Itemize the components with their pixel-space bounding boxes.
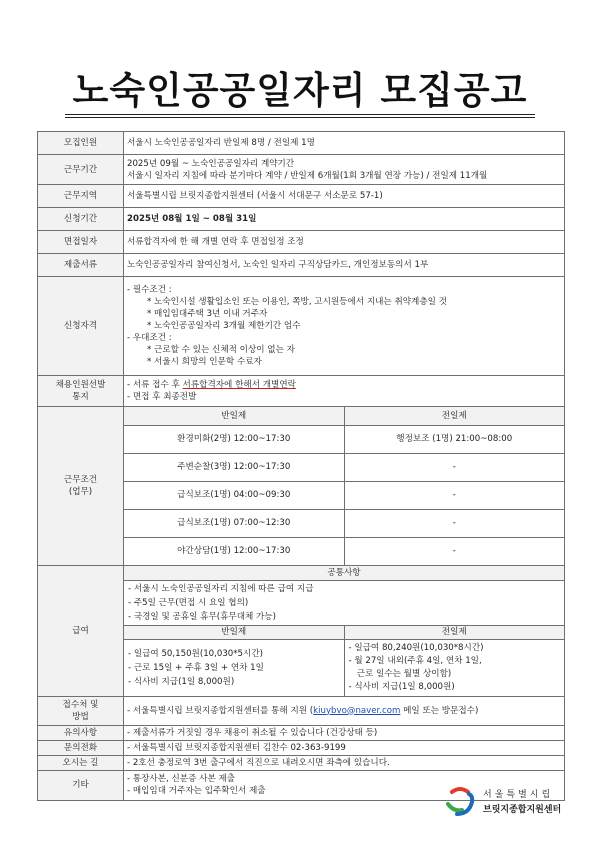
submit-email-link[interactable]: kiuybvo@naver.com	[313, 705, 401, 716]
value-interview: 서류합격자에 한 해 개별 연락 후 면접일정 조정	[124, 231, 565, 254]
label-pay: 급여	[38, 566, 124, 697]
row-notice	[38, 376, 565, 407]
label-contact: 문의전화	[38, 740, 124, 755]
row-interview	[38, 231, 565, 254]
conditions-header-full: 전일제	[344, 407, 564, 425]
period-line-2: 서울시 일자리 지침에 따라 분기마다 계약 / 반일제 6개월(1회 3개월 연장 가능) / 전일제 11개월	[127, 170, 488, 181]
required-item-3: * 노숙인공공일자리 3개월 제한기간 엄수	[147, 321, 301, 331]
pay-common-2: - 주5일 근무(면접 시 요일 협의)	[128, 597, 249, 608]
required-item-1: * 노숙인시설 생활입소인 또는 이용인, 쪽방, 고시원등에서 지내는 취약계층일 것	[147, 297, 447, 307]
pay-header-half: 반일제	[124, 625, 344, 639]
value-apply-period: 2025년 08월 1일 ~ 08월 31일	[124, 208, 565, 231]
label-qualification: 신청자격	[38, 277, 124, 376]
logo-line-1: 서울특별시립	[483, 790, 554, 800]
pay-common-header: 공통사항	[124, 566, 564, 580]
value-area: 서울특별시립 브릿지종합지원센터 (서울시 서대문구 서소문로 57-1)	[124, 185, 565, 208]
conditions-full-2: -	[344, 453, 564, 481]
row-conditions	[38, 407, 565, 566]
conditions-row	[124, 481, 564, 509]
notice-underlined-text: 서류합격자에 한해서 개별연락	[182, 380, 296, 390]
pay-header-full: 전일제	[344, 625, 564, 639]
notice-line-1	[127, 379, 561, 391]
period-line-1: 2025년 09월 ~ 노숙인공공일자리 계약기간	[127, 158, 295, 169]
pay-full-3: 근로 일수는 월별 상이함)	[348, 668, 452, 679]
recruitment-table	[37, 131, 565, 801]
pay-half-2: - 근로 15일 + 주휴 3일 + 연차 1일	[128, 662, 264, 673]
label-period: 근무기간	[38, 155, 124, 185]
pay-common-3: - 국경일 및 공휴일 휴무(휴무대체 가능)	[128, 611, 276, 622]
conditions-row	[124, 425, 564, 453]
preferred-title: - 우대조건 :	[127, 333, 172, 343]
pay-common-cell	[124, 580, 564, 625]
row-caution	[38, 725, 565, 740]
conditions-half-5: 야간상담(1명) 12:00~17:30	[124, 537, 344, 565]
pay-full-1: - 일급여 80,240원(10,030*8시간)	[348, 642, 484, 653]
conditions-half-4: 급식보조(1명) 07:00~12:30	[124, 509, 344, 537]
label-notice	[38, 376, 124, 407]
required-item-2: * 매입임대주택 3년 이내 거주자	[147, 309, 268, 319]
conditions-row	[124, 453, 564, 481]
notice-line-1-text: - 서류 접수 후	[127, 380, 183, 390]
label-apply-period: 신청기간	[38, 208, 124, 231]
value-qualification	[124, 277, 565, 376]
preferred-item-1: * 근로할 수 있는 신체적 이상이 없는 자	[147, 345, 295, 355]
conditions-half-1: 환경미화(2명) 12:00~17:30	[124, 425, 344, 453]
label-conditions-line-1: 근무조건	[63, 475, 98, 485]
pay-table	[124, 566, 564, 696]
row-docs	[38, 254, 565, 277]
pay-common-header-row	[124, 566, 564, 580]
seoul-emblem-icon	[443, 784, 477, 818]
required-title: - 필수조건 :	[127, 285, 172, 295]
row-apply-period	[38, 208, 565, 231]
conditions-cell	[124, 407, 565, 566]
conditions-half-3: 급식보조(1명) 04:00~09:30	[124, 481, 344, 509]
pay-half-cell	[124, 639, 344, 696]
label-conditions	[38, 407, 124, 566]
conditions-row	[124, 509, 564, 537]
pay-full-cell	[344, 639, 564, 696]
value-period	[124, 155, 565, 185]
conditions-full-5: -	[344, 537, 564, 565]
value-submit	[124, 696, 565, 725]
pay-half-1: - 일급여 50,150원(10,030*5시간)	[128, 648, 263, 659]
label-recruit: 모집인원	[38, 132, 124, 155]
conditions-row	[124, 537, 564, 565]
label-submit-line-2: 방법	[72, 711, 89, 722]
value-recruit: 서울시 노숙인공공일자리 반일제 8명 / 전일제 1명	[124, 132, 565, 155]
row-area	[38, 185, 565, 208]
row-qualification	[38, 277, 565, 376]
row-pay	[38, 566, 565, 697]
pay-detail-row	[124, 639, 564, 696]
title-underline	[65, 114, 535, 115]
label-notice-line-1: 채용인원선발	[55, 380, 106, 390]
conditions-full-1: 행정보조 (1명) 21:00~08:00	[344, 425, 564, 453]
pay-half-3: - 식사비 지급(1일 8,000원)	[128, 676, 235, 687]
conditions-full-3: -	[344, 481, 564, 509]
preferred-item-2: * 서울시 희망의 인문학 수료자	[147, 357, 262, 367]
value-contact: - 서울특별시립 브릿지종합지원센터 김찬수 02-363-9199	[124, 740, 565, 755]
label-caution: 유의사항	[38, 725, 124, 740]
row-submit	[38, 696, 565, 725]
conditions-header-half: 반일제	[124, 407, 344, 425]
pay-cell	[124, 566, 565, 697]
pay-full-2: - 월 27일 내외(주휴 4일, 연차 1일,	[348, 655, 482, 666]
value-directions: - 2호선 충정로역 3번 출구에서 직진으로 내려오시면 좌측에 있습니다.	[124, 755, 565, 770]
notice-line-2: - 면접 후 최종전발	[127, 392, 197, 402]
row-contact	[38, 740, 565, 755]
row-directions	[38, 755, 565, 770]
submit-text-pre: - 서울특별시립 브릿지종합지원센터를 통해 지원 (	[127, 705, 314, 716]
submit-text-post: 메일 또는 방문접수)	[400, 705, 479, 716]
conditions-full-4: -	[344, 509, 564, 537]
label-submit-line-1: 접수처 및	[62, 699, 99, 710]
conditions-half-2: 주변순찰(3명) 12:00~17:30	[124, 453, 344, 481]
organization-logo	[443, 784, 593, 818]
label-etc: 기타	[38, 770, 124, 800]
row-recruit	[38, 132, 565, 155]
etc-line-2: - 매입임대 거주자는 입주확인서 제출	[127, 786, 266, 796]
pay-full-4: - 식사비 지급(1일 8,000원)	[348, 681, 455, 692]
value-docs: 노숙인공공일자리 참여신청서, 노숙인 일자리 구직상담카드, 개인정보동의서 1부	[124, 254, 565, 277]
conditions-table	[124, 407, 564, 565]
value-notice	[124, 376, 565, 407]
pay-common-row	[124, 580, 564, 625]
value-caution: - 제출서류가 거짓일 경우 채용이 취소될 수 있습니다 (건강상태 등)	[124, 725, 565, 740]
label-docs: 제출서류	[38, 254, 124, 277]
row-period	[38, 155, 565, 185]
pay-header-row	[124, 625, 564, 639]
label-notice-line-2: 통지	[72, 392, 89, 402]
label-conditions-line-2: (업무)	[68, 487, 93, 497]
etc-line-1: - 통장사본, 신분증 사본 제출	[127, 774, 236, 784]
page-title: 노숙인공공일자리 모집공고	[72, 69, 528, 112]
label-area: 근무지역	[38, 185, 124, 208]
title-underline-second	[65, 117, 535, 118]
label-interview: 면접일자	[38, 231, 124, 254]
logo-line-2: 브릿지종합지원센터	[483, 805, 562, 815]
conditions-header-row	[124, 407, 564, 425]
label-submit	[38, 696, 124, 725]
pay-common-1: - 서울시 노숙인공공일자리 지침에 따른 급여 지급	[128, 583, 314, 594]
label-directions: 오시는 길	[38, 755, 124, 770]
